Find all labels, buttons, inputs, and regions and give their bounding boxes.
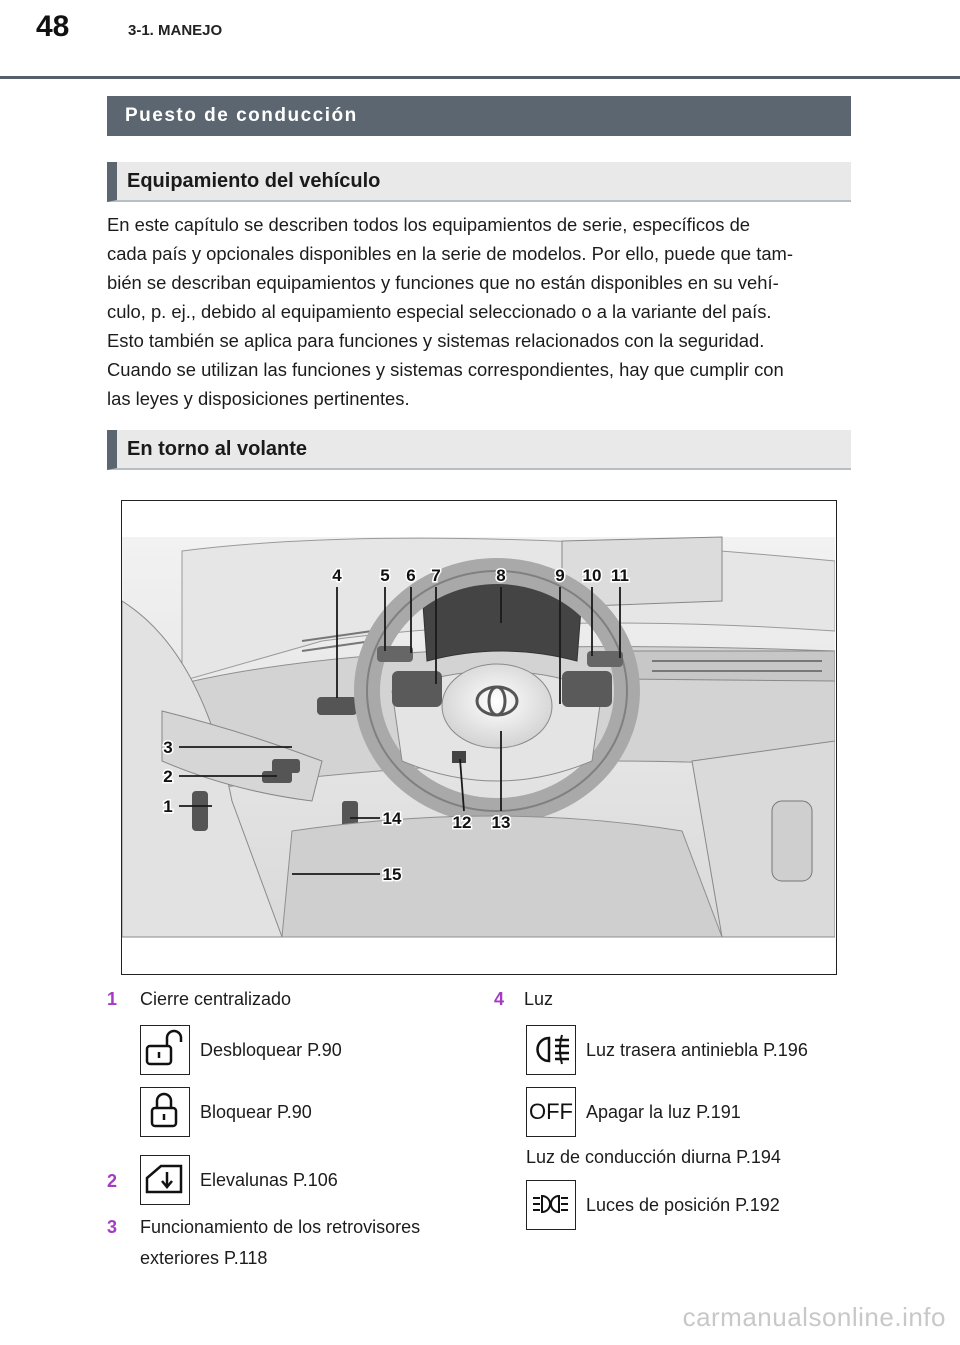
unlock-icon xyxy=(140,1025,190,1075)
callout-12: 12 xyxy=(452,813,472,832)
legend-number: 2 xyxy=(107,1171,118,1191)
rear-fog-light-icon xyxy=(526,1025,576,1075)
chapter-title: 3-1. MANEJO xyxy=(128,22,223,39)
watermark: carmanualsonline.info xyxy=(682,1302,946,1332)
intro-line: Esto también se aplica para funciones y sistemas relacionados con la seguridad. xyxy=(107,330,765,351)
callout-5: 5 xyxy=(380,566,390,585)
legend-item-1 xyxy=(107,989,292,1010)
callout-6: 6 xyxy=(406,566,416,585)
intro-line: bién se describan equipamientos y funciones que no están disponibles en su vehí- xyxy=(107,272,779,293)
callout-11: 11 xyxy=(611,566,629,585)
page-number: 48 xyxy=(36,10,70,43)
position-lights-text: Luces de posición P.192 xyxy=(586,1195,780,1215)
legend-label-continued: exteriores P.118 xyxy=(140,1248,268,1268)
callout-10: 10 xyxy=(582,566,602,585)
callout-7: 7 xyxy=(431,566,441,585)
header-divider xyxy=(0,76,960,79)
unlock-text: Desbloquear P.90 xyxy=(200,1040,342,1060)
legend-label: Luz xyxy=(524,989,554,1009)
cockpit-figure xyxy=(121,500,837,975)
section-banner: Puesto de conducción xyxy=(107,96,851,136)
legend-item-2 xyxy=(107,1171,117,1192)
callout-1: 1 xyxy=(163,797,173,816)
off-icon: OFF xyxy=(526,1087,576,1137)
legend-label: Funcionamiento de los retrovisores xyxy=(140,1217,421,1237)
window-icon xyxy=(140,1155,190,1205)
intro-line: Cuando se utilizan las funciones y sistemas correspondientes, hay que cumplir con xyxy=(107,359,784,380)
callout-8: 8 xyxy=(496,566,506,585)
legend-label: Cierre centralizado xyxy=(140,989,292,1009)
callout-13: 13 xyxy=(491,813,511,832)
callout-9: 9 xyxy=(555,566,565,585)
intro-line: culo, p. ej., debido al equipamiento especial seleccionado o a la variante del país. xyxy=(107,301,772,322)
intro-line: cada país y opcionales disponibles en la serie de modelos. Por ello, puede que tam- xyxy=(107,243,793,264)
callout-14: 14 xyxy=(382,809,402,828)
legend-item-4 xyxy=(494,989,554,1010)
intro-line: las leyes y disposiciones pertinentes. xyxy=(107,388,410,409)
cockpit-illustration xyxy=(122,501,835,973)
lock-icon xyxy=(140,1087,190,1137)
legend-number: 3 xyxy=(107,1217,118,1237)
legend-number: 1 xyxy=(107,989,118,1009)
subsection-heading-equipment: Equipamiento del vehículo xyxy=(107,162,851,202)
callout-4: 4 xyxy=(332,566,342,585)
off-text: Apagar la luz P.191 xyxy=(586,1102,741,1122)
callout-15: 15 xyxy=(382,865,402,884)
rear-fog-text: Luz trasera antiniebla P.196 xyxy=(586,1040,808,1060)
callout-2: 2 xyxy=(163,767,173,786)
lock-text: Bloquear P.90 xyxy=(200,1102,312,1122)
subsection-heading-steering: En torno al volante xyxy=(107,430,851,470)
legend-item-3 xyxy=(107,1217,421,1268)
daytime-running-text: Luz de conducción diurna P.194 xyxy=(526,1147,781,1167)
intro-line: En este capítulo se describen todos los equipamientos de serie, específicos de xyxy=(107,214,751,235)
window-text: Elevalunas P.106 xyxy=(200,1170,338,1190)
intro-paragraph xyxy=(107,210,847,413)
legend-number: 4 xyxy=(494,989,505,1009)
position-lights-icon xyxy=(526,1180,576,1230)
callout-3: 3 xyxy=(163,738,173,757)
